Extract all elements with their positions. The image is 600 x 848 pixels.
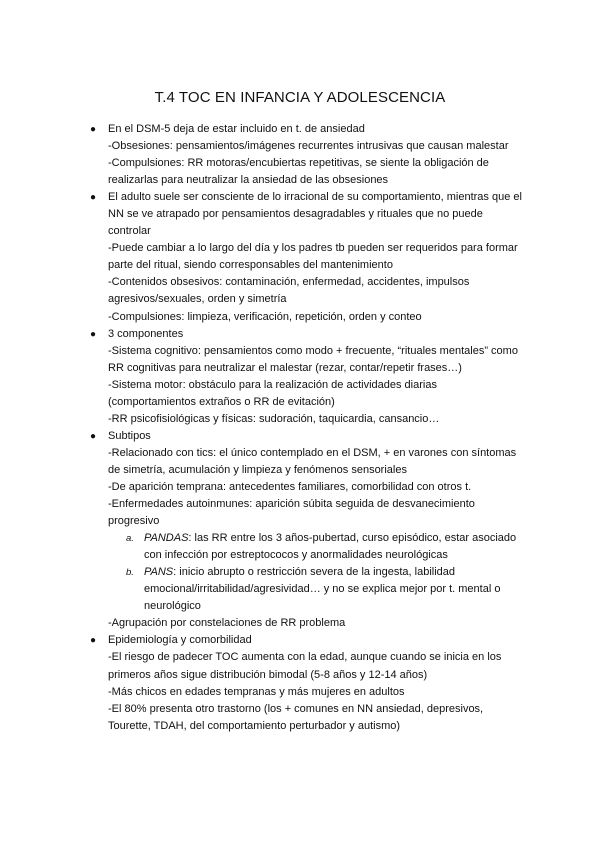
text-line: parte del ritual, siendo corresponsables del mantenimiento [108,259,393,272]
bullet-icon: ● [90,635,97,647]
text-line: agresivos/sexuales, orden y simetría [108,293,287,306]
text-line: -El 80% presenta otro trastorno (los + comunes en NN ansiedad, depresivos, [108,702,484,715]
bullet-section-componentes [90,326,528,428]
bullet-line: El adulto suele ser consciente de lo irracional de su comportamiento, mientras que el [108,191,522,204]
subitem-pans [108,564,528,581]
text-line: Tourette, TDAH, del comportamiento perturbador y autismo) [108,719,401,732]
text-line: -RR psicofisiológicas y físicas: sudoración, taquicardia, cansancio… [108,412,440,425]
bullet-line: Epidemiología y comorbilidad [108,634,252,647]
bullet-section-subtipos [90,428,528,633]
text-line: -Agrupación por constelaciones de RR problema [108,617,346,630]
bullet-section-dsm [90,121,528,189]
text-line: con infección por estreptococos y anormalidades neurológicas [144,549,448,562]
bullet-section-adulto [90,189,528,325]
text-line: emocional/irritabilidad/agresividad… y no se explica mejor por t. mental o [144,583,501,596]
text-line: -Compulsiones: RR motoras/encubiertas repetitivas, se siente la obligación de [108,157,489,170]
text-line: -Más chicos en edades tempranas y más mujeres en adultos [108,685,405,698]
text-line: RR cognitivas para neutralizar el malestar (rezar, contar/repetir frases…) [108,361,462,374]
bullet-line: 3 componentes [108,327,184,340]
list-marker: a. [126,533,134,545]
text-line: -El riesgo de padecer TOC aumenta con la edad, aunque cuando se inicia en los [108,651,502,664]
text-line: de simetría, acumulación y limpieza y fenómenos sensoriales [108,463,407,476]
text-line: -De aparición temprana: antecedentes familiares, comorbilidad con otros t. [108,480,472,493]
text-line: : las RR entre los 3 años-pubertad, curso episódico, estar asociado [188,532,517,545]
bullet-icon: ● [90,328,97,340]
text-line: -Contenidos obsesivos: contaminación, enfermedad, accidentes, impulsos [108,276,470,289]
bullet-section-epidemiologia [90,632,528,734]
bullet-line: Subtipos [108,429,151,442]
notes-content [90,121,528,735]
bullet-icon: ● [90,430,97,442]
text-line: -Sistema motor: obstáculo para la realización de actividades diarias [108,378,437,391]
bullet-icon: ● [90,192,97,204]
text-line: neurológico [144,600,201,613]
text-line: controlar [108,225,151,238]
text-line: : inicio abrupto o restricción severa de la ingesta, labilidad [173,566,456,579]
text-line: (comportamientos extraños o RR de evitación) [108,395,335,408]
text-line: primeros años sigue distribución bimodal (5-8 años y 12-14 años) [108,668,428,681]
term-pandas: PANDAS [144,532,189,545]
text-line: realizarlas para neutralizar la ansiedad de las obsesiones [108,174,389,187]
text-line: -Sistema cognitivo: pensamientos como modo + frecuente, “rituales mentales” como [108,344,518,357]
subitem-pandas [108,530,528,547]
term-pans: PANS [144,566,174,579]
text-line: -Enfermedades autoinmunes: aparición súbita seguida de desvanecimiento [108,498,475,511]
text-line: NN se ve atrapado por pensamientos desagradables y rituales que no puede [108,208,483,221]
text-line: -Puede cambiar a lo largo del día y los padres tb pueden ser requeridos para formar [108,242,518,255]
list-marker: b. [126,567,134,579]
bullet-icon: ● [90,124,97,135]
text-line: -Relacionado con tics: el único contemplado en el DSM, + en varones con síntomas [108,446,517,459]
text-line: -Obsesiones: pensamientos/imágenes recurrentes intrusivas que causan malestar [108,140,509,153]
text-line: progresivo [108,515,160,528]
bullet-line: En el DSM-5 deja de estar incluido en t. de ansiedad [108,123,365,135]
page-title: T.4 TOC EN INFANCIA Y ADOLESCENCIA [154,89,446,106]
text-line: -Compulsiones: limpieza, verificación, repetición, orden y conteo [108,310,422,323]
